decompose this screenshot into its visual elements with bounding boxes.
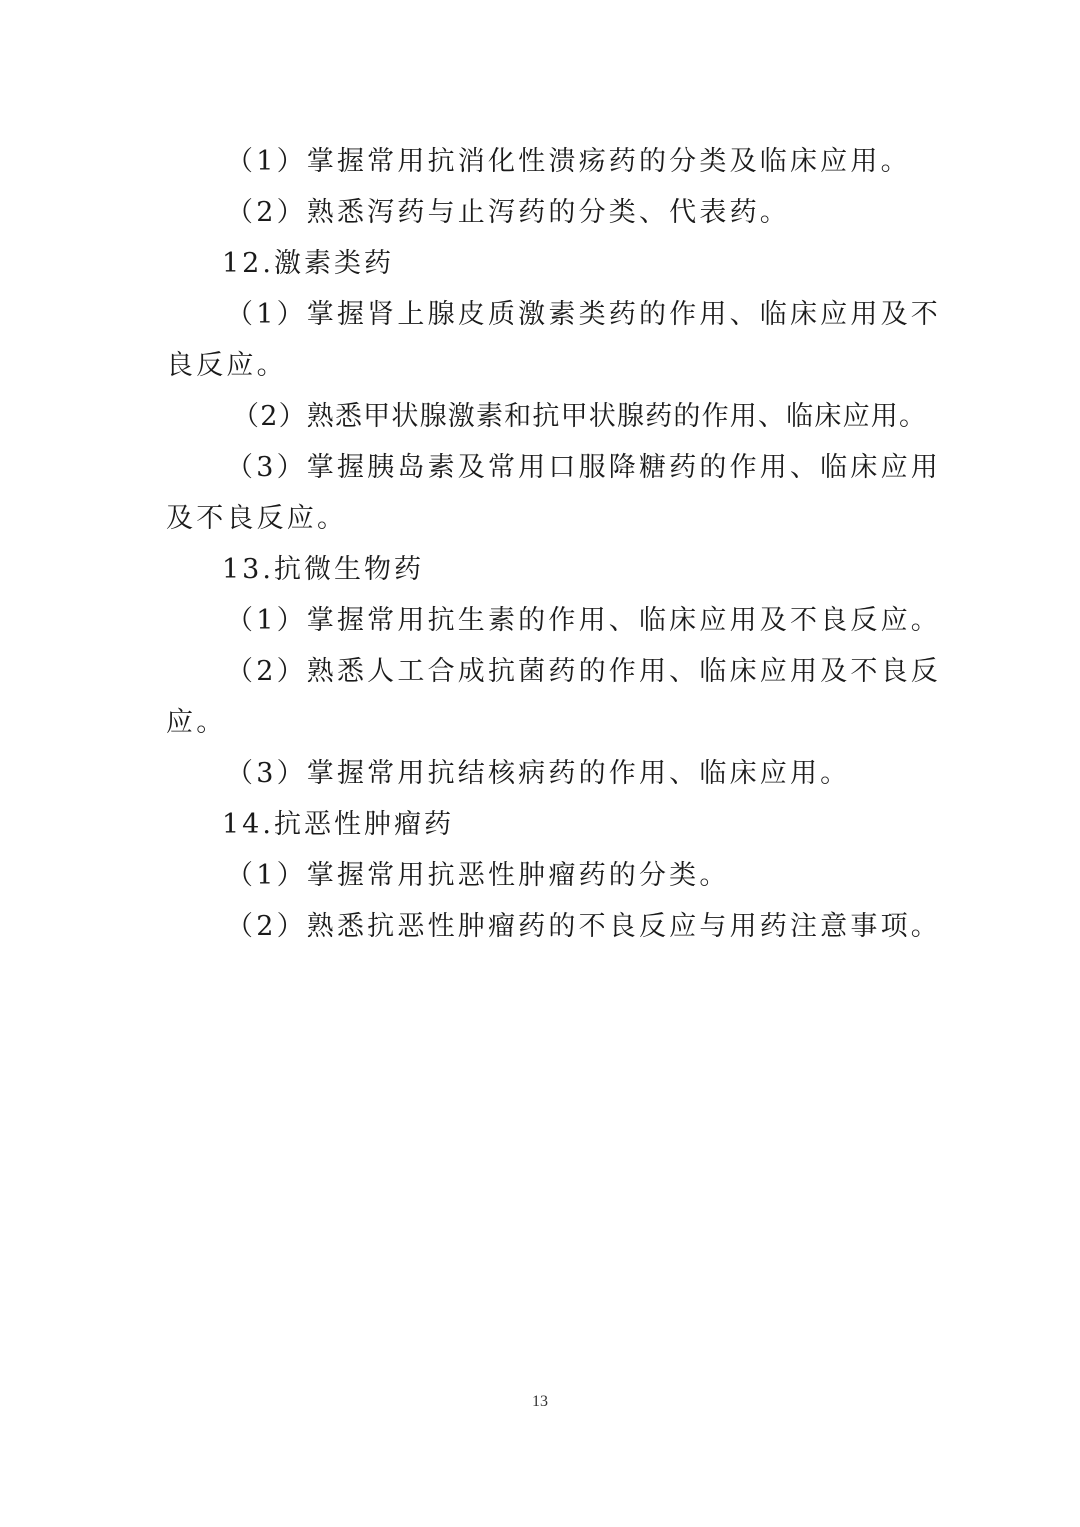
section-heading: 12.激素类药 bbox=[222, 248, 394, 279]
paragraph-line: （2）熟悉泻药与止泻药的分类、代表药。 bbox=[226, 197, 790, 228]
paragraph-line: （1）掌握常用抗恶性肿瘤药的分类。 bbox=[226, 860, 730, 891]
document-body bbox=[166, 136, 941, 952]
paragraph-line: （1）掌握肾上腺皮质激素类药的作用、临床应用及不 bbox=[226, 299, 941, 330]
paragraph-line: （3）掌握胰岛素及常用口服降糖药的作用、临床应用 bbox=[226, 452, 941, 483]
paragraph-line: （2）熟悉甲状腺激素和抗甲状腺药的作用、临床应用。 bbox=[232, 401, 928, 432]
paragraph-line: 应。 bbox=[166, 707, 227, 738]
paragraph-line: （3）掌握常用抗结核病药的作用、临床应用。 bbox=[226, 758, 851, 789]
paragraph-line: （1）掌握常用抗消化性溃疡药的分类及临床应用。 bbox=[226, 146, 911, 177]
page-number: 13 bbox=[532, 1393, 548, 1410]
paragraph-line: （1）掌握常用抗生素的作用、临床应用及不良反应。 bbox=[226, 605, 941, 636]
paragraph-line: （2）熟悉人工合成抗菌药的作用、临床应用及不良反 bbox=[226, 656, 941, 687]
paragraph-line: 及不良反应。 bbox=[166, 503, 348, 534]
paragraph-line: （2）熟悉抗恶性肿瘤药的不良反应与用药注意事项。 bbox=[226, 911, 941, 942]
paragraph-line: 良反应。 bbox=[166, 350, 287, 381]
section-heading: 14.抗恶性肿瘤药 bbox=[222, 809, 454, 840]
section-heading: 13.抗微生物药 bbox=[222, 554, 424, 585]
